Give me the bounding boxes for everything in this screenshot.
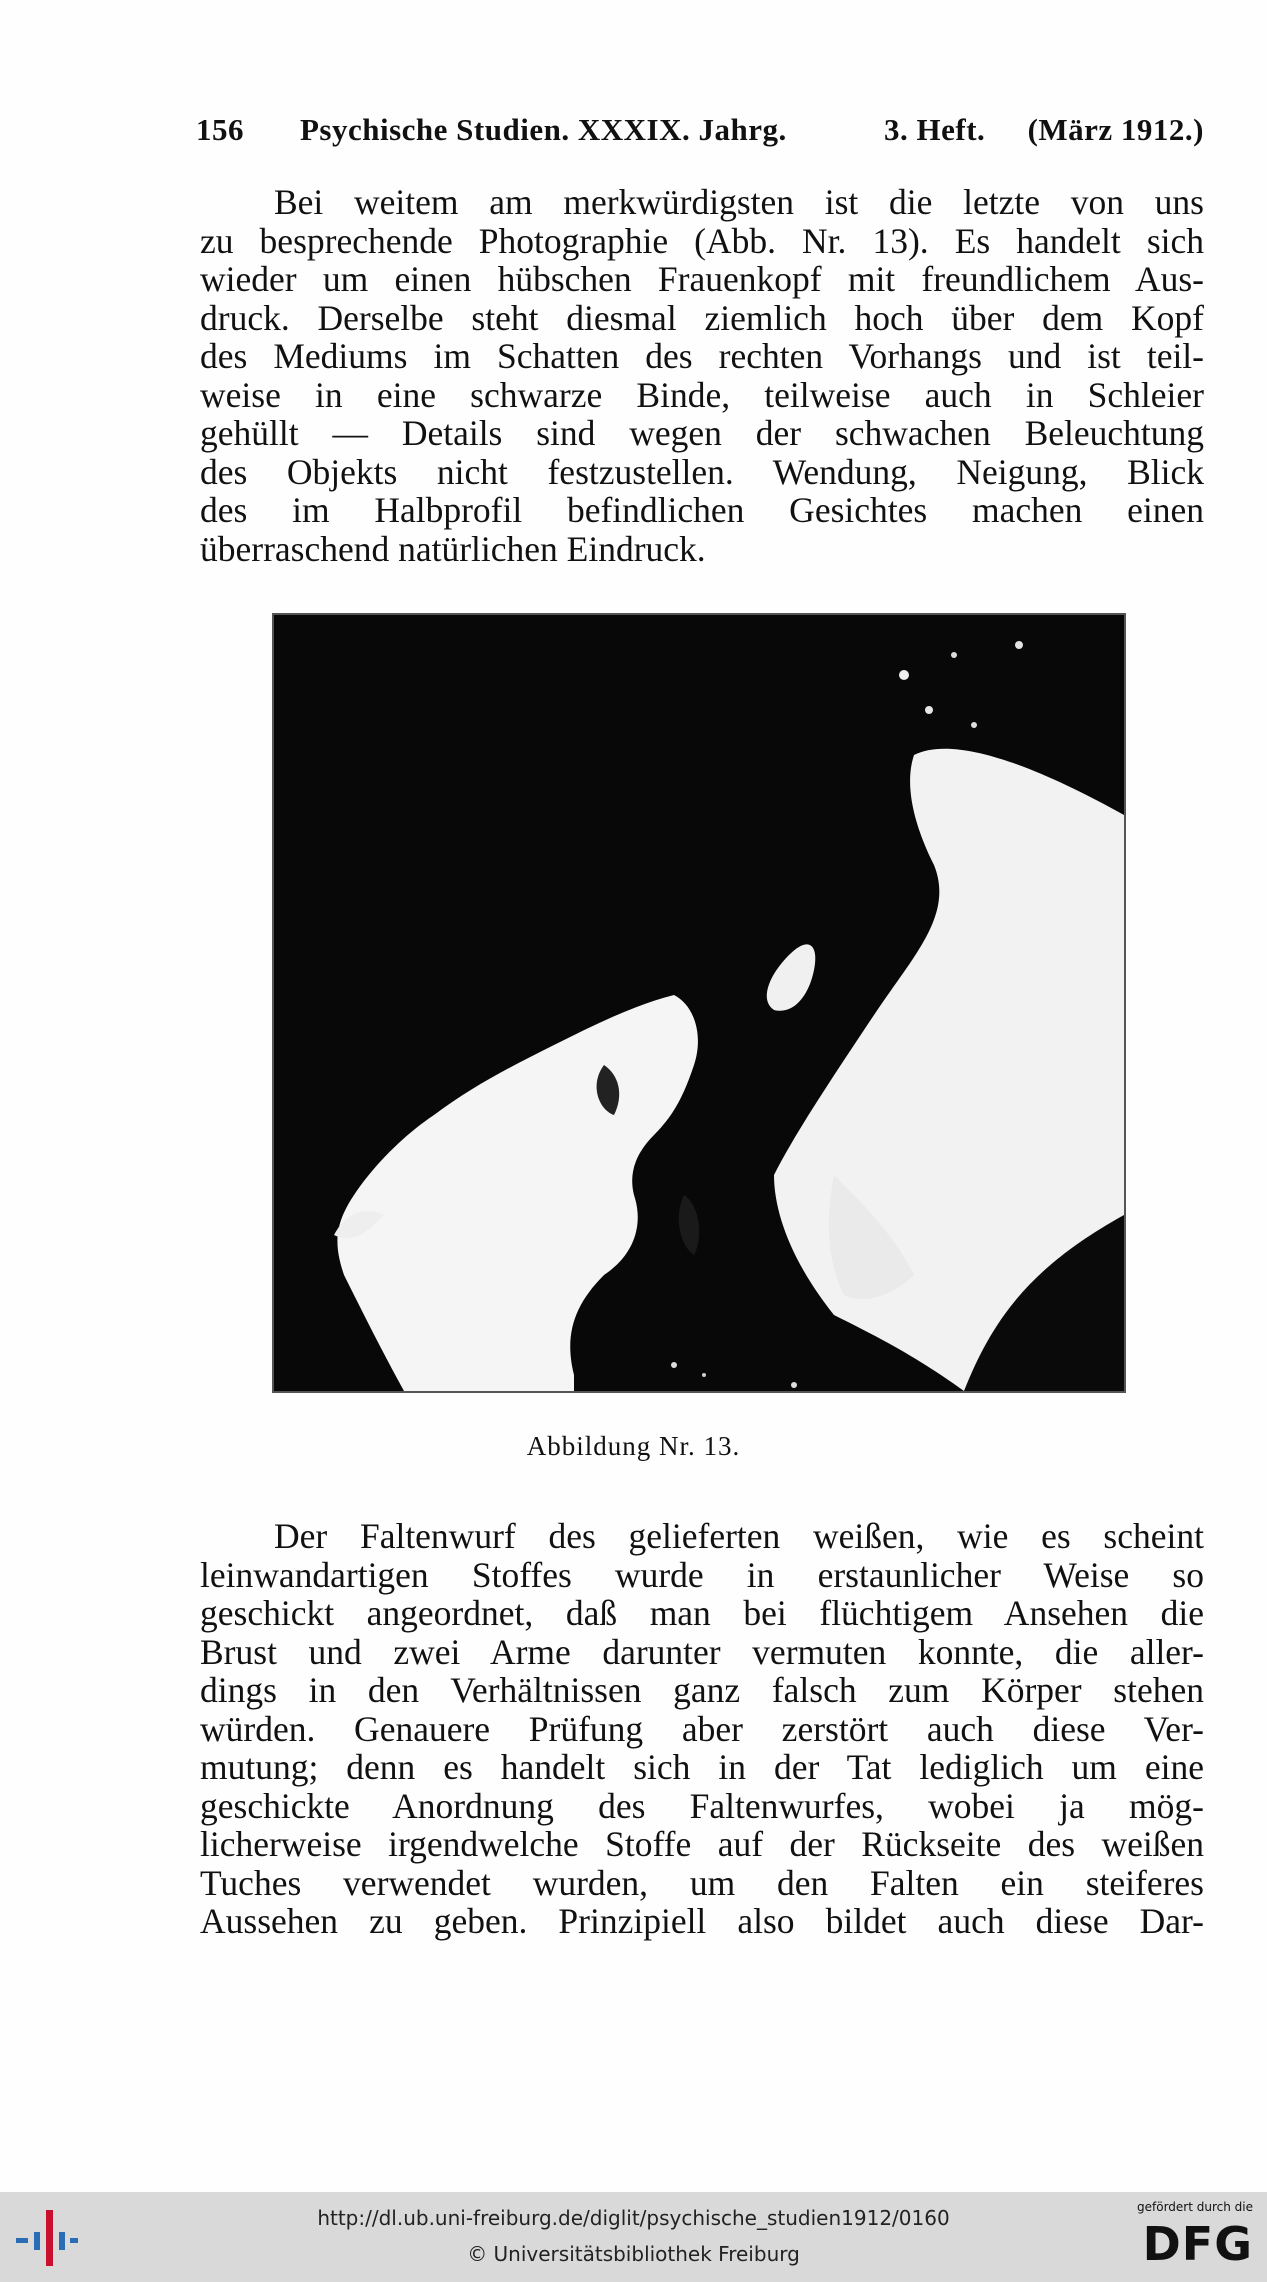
paragraph-1	[200, 183, 1204, 568]
running-title: Psychische Studien. XXXIX. Jahrg.	[300, 112, 787, 147]
issue-date: (März 1912.)	[1027, 112, 1204, 147]
text-line: Aussehen zu geben. Prinzipiell also bildet auch diese Dar-	[200, 1901, 1204, 1941]
text-line: weise in eine schwarze Binde, teilweise auch in Schleier	[200, 374, 1204, 415]
text-line: gehüllt — Details sind wegen der schwachen Beleuchtung	[200, 413, 1204, 453]
figure-caption: Abbildung Nr. 13.	[526, 1431, 741, 1461]
dfg-funding-badge	[1125, 2200, 1253, 2278]
text-line: geschickt angeordnet, daß man bei flüchtigem Ansehen die	[200, 1593, 1204, 1633]
photograph-figure	[272, 613, 1126, 1393]
text-line: mutung; denn es handelt sich in der Tat lediglich um eine	[200, 1747, 1204, 1787]
text-line: dings in den Verhältnissen ganz falsch zum Körper stehen	[200, 1670, 1204, 1710]
text-line: des Objekts nicht festzustellen. Wendung, Neigung, Blick	[200, 451, 1204, 492]
text-line: überraschend natürlichen Eindruck.	[200, 528, 706, 569]
text-line: geschickte Anordnung des Faltenwurfes, wobei ja mög-	[200, 1785, 1204, 1826]
page-number: 156	[196, 112, 244, 147]
text-line: Tuches verwendet wurden, um den Falten ein steiferes	[200, 1862, 1204, 1903]
dfg-note: gefördert durch die	[1137, 2200, 1253, 2214]
text-line: Bei weitem am merkwürdigsten ist die letzte von uns	[274, 182, 1204, 222]
text-line: zu besprechende Photographie (Abb. Nr. 13). Es handelt sich	[200, 220, 1204, 261]
copyright-notice: © Universitätsbibliothek Freiburg	[467, 2242, 800, 2266]
text-line: druck. Derselbe steht diesmal ziemlich hoch über dem Kopf	[200, 297, 1204, 338]
text-line: licherweise irgendwelche Stoffe auf der Rückseite des weißen	[200, 1824, 1204, 1864]
text-line: wieder um einen hübschen Frauenkopf mit freundlichem Aus-	[200, 259, 1204, 299]
dfg-logo: DFG	[1142, 2217, 1253, 2271]
source-url[interactable]: http://dl.ub.uni-freiburg.de/diglit/psychische_studien1912/0160	[317, 2206, 950, 2230]
viewer-footer	[0, 2192, 1267, 2282]
text-line: leinwandartigen Stoffes wurde in erstaunlicher Weise so	[200, 1554, 1204, 1595]
running-header	[196, 112, 1204, 156]
text-line: des Mediums im Schatten des rechten Vorhangs und ist teil-	[200, 336, 1204, 376]
text-line: Der Faltenwurf des gelieferten weißen, wie es scheint	[274, 1516, 1204, 1556]
text-line: des im Halbprofil befindlichen Gesichtes machen einen	[200, 490, 1204, 530]
paragraph-2	[200, 1517, 1204, 1941]
text-line: würden. Genauere Prüfung aber zerstört auch diese Ver-	[200, 1708, 1204, 1749]
issue-number: 3. Heft.	[884, 112, 986, 147]
text-line: Brust und zwei Arme darunter vermuten konnte, die aller-	[200, 1631, 1204, 1672]
photograph-image	[274, 615, 1124, 1391]
